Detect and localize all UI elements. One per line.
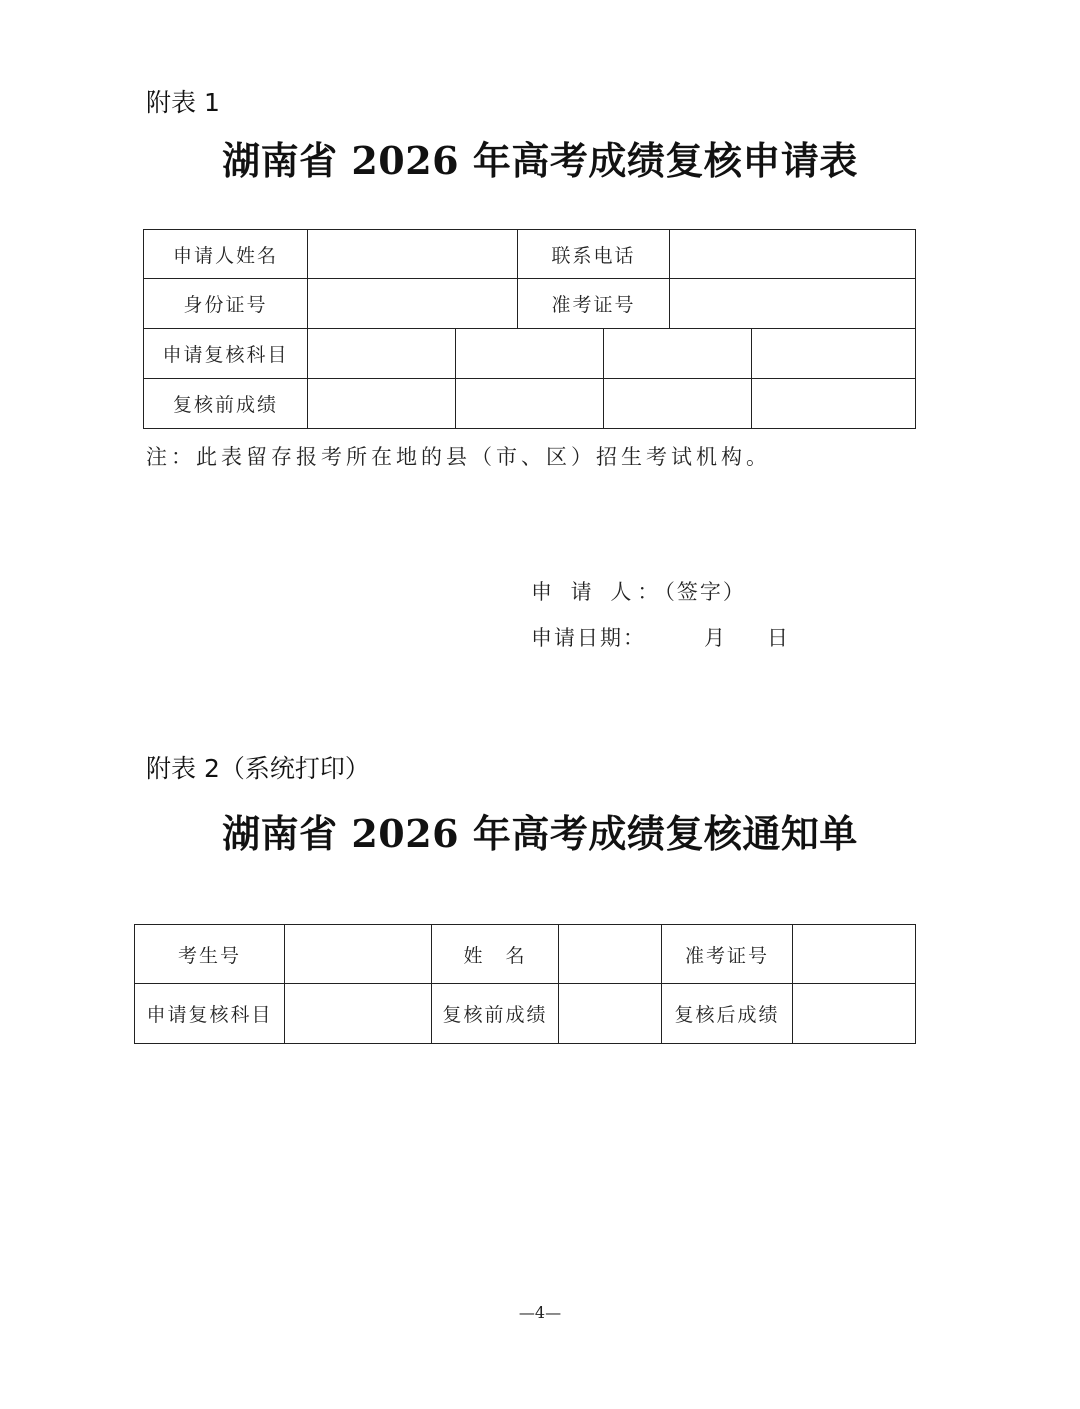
appendix-1-label: 附表 1: [146, 88, 220, 117]
score-before-field-4[interactable]: [752, 379, 916, 429]
subject-field-1[interactable]: [308, 329, 456, 379]
phone-field[interactable]: [670, 230, 916, 279]
exam-ticket-field[interactable]: [670, 279, 916, 329]
id-number-field[interactable]: [308, 279, 518, 329]
signature-hint: （签字）: [664, 580, 746, 604]
application-form-title: 湖南省 2026 年高考成绩复核申请表: [222, 138, 858, 183]
form-note: 注：此表留存报考所在地的县（市、区）招生考试机构。: [146, 445, 771, 469]
exam-ticket-label: 准考证号: [662, 925, 793, 984]
candidate-number-label: 考生号: [135, 925, 285, 984]
name-label: 姓 名: [432, 925, 559, 984]
table-row: [144, 279, 916, 329]
notice-form-title: 湖南省 2026 年高考成绩复核通知单: [222, 811, 858, 856]
month-label: 月: [704, 626, 725, 650]
score-before-field-1[interactable]: [308, 379, 456, 429]
subjects-field[interactable]: [285, 984, 432, 1044]
subject-field-2[interactable]: [456, 329, 604, 379]
date-label: 申请日期：: [531, 626, 646, 650]
table-row: [144, 379, 916, 429]
subject-field-4[interactable]: [752, 329, 916, 379]
exam-ticket-label: 准考证号: [518, 279, 670, 329]
application-form-table: [143, 229, 916, 429]
candidate-number-field[interactable]: [285, 925, 432, 984]
score-after-field[interactable]: [793, 984, 916, 1044]
exam-ticket-field[interactable]: [793, 925, 916, 984]
subjects-label: 申请复核科目: [135, 984, 285, 1044]
phone-label: 联系电话: [518, 230, 670, 279]
applicant-name-field[interactable]: [308, 230, 518, 279]
table-row: [144, 230, 916, 279]
page-number: —4—: [518, 1303, 562, 1322]
id-number-label: 身份证号: [144, 279, 308, 329]
name-field[interactable]: [559, 925, 662, 984]
table-row: [144, 329, 916, 379]
score-before-field-2[interactable]: [456, 379, 604, 429]
applicant-signature-line: [531, 577, 746, 607]
score-before-field-3[interactable]: [604, 379, 752, 429]
subjects-label: 申请复核科目: [144, 329, 308, 379]
notice-form-table: [134, 924, 916, 1044]
score-before-label: 复核前成绩: [432, 984, 559, 1044]
subject-field-3[interactable]: [604, 329, 752, 379]
score-before-label: 复核前成绩: [144, 379, 308, 429]
score-before-field[interactable]: [559, 984, 662, 1044]
applicant-label: 申 请 人：: [531, 580, 665, 604]
day-label: 日: [767, 626, 788, 650]
score-after-label: 复核后成绩: [662, 984, 793, 1044]
application-date-line: [531, 623, 788, 653]
applicant-name-label: 申请人姓名: [144, 230, 308, 279]
table-row: [135, 984, 916, 1044]
table-row: [135, 925, 916, 984]
appendix-2-label: 附表 2（系统打印）: [146, 754, 370, 783]
